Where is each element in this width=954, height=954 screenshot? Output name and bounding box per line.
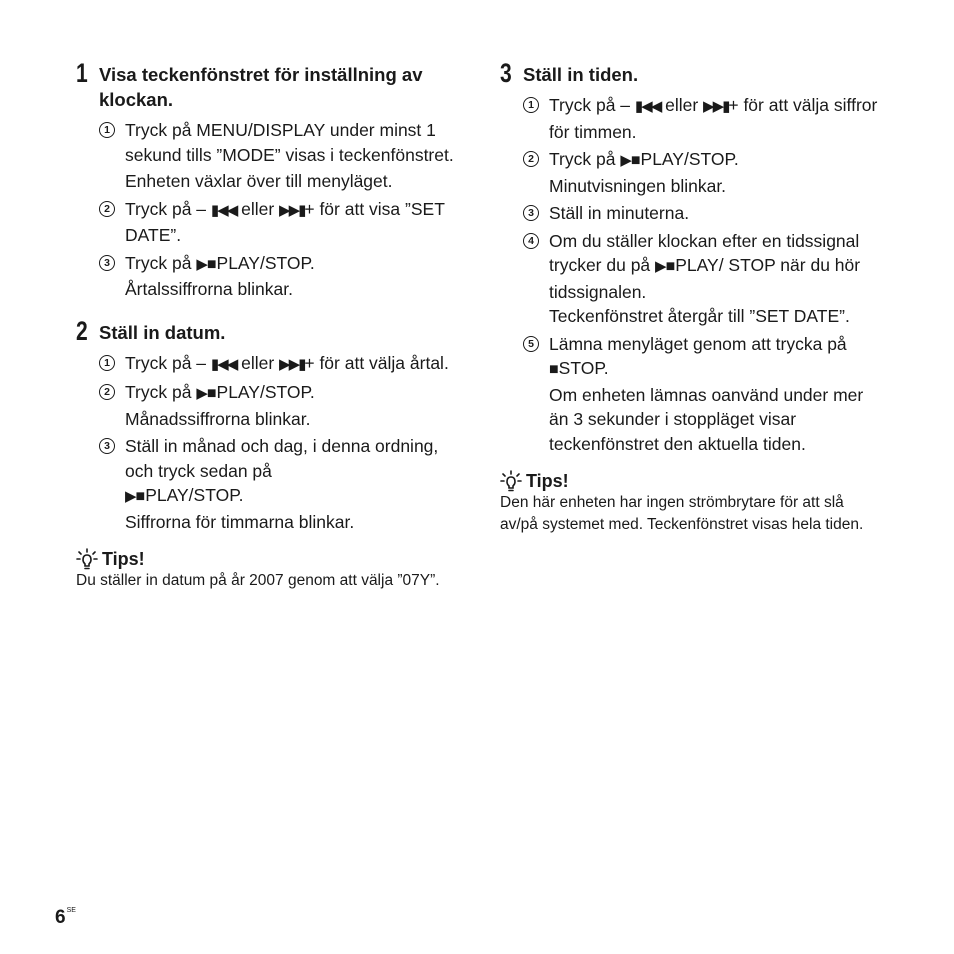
tips-text: Den här enheten har ingen strömbrytare för att slå av/på systemet med. Teckenfönstret visas hela tiden. xyxy=(500,494,864,533)
step-2 xyxy=(76,315,456,535)
tips-text: Du ställer in datum på år 2007 genom att välja ”07Y”. xyxy=(76,572,440,589)
sub-step-note: Teckenfönstret återgår till ”SET DATE”. xyxy=(549,306,850,326)
left-column xyxy=(76,58,456,592)
sub-step-text: PLAY/ STOP när du hör tidssignalen. xyxy=(549,255,861,302)
sub-step-number: 1 xyxy=(523,97,539,113)
sub-step-number: 5 xyxy=(523,336,539,352)
sub-step-text: Ställ in minuterna. xyxy=(549,203,690,223)
tips-box xyxy=(500,470,880,536)
sub-step-text: Tryck på xyxy=(125,252,197,273)
sub-step-text: eller xyxy=(236,352,280,373)
sub-step xyxy=(523,201,880,226)
prev-track-icon: ▮◀◀ xyxy=(210,201,237,219)
sub-step xyxy=(99,251,456,302)
step-number: 2 xyxy=(76,315,88,346)
sub-step-note: Om enheten lämnas oanvänd under mer än 3 sekunder i stoppläget visar teckenfönstret den aktuella tiden. xyxy=(549,384,864,454)
step-number: 1 xyxy=(76,58,88,88)
play-icon: ▶ xyxy=(196,255,207,273)
sub-step-text: Tryck på – xyxy=(125,198,211,219)
sub-step-text: Ställ in månad och dag, i denna ordning, och tryck sedan på xyxy=(125,436,439,481)
sub-step-text: PLAY/STOP. xyxy=(216,382,315,402)
stop-icon: ■ xyxy=(549,361,559,378)
sub-step-text: Tryck på MENU/DISPLAY under minst 1 sekund tills ”MODE” visas i teckenfönstret. xyxy=(125,120,454,165)
page-language-code: SE xyxy=(66,907,76,914)
sub-step-note: Månadssiffrorna blinkar. xyxy=(125,408,311,429)
sub-step-text: + för att visa ”SET DATE”. xyxy=(125,198,445,245)
page-number-value: 6 xyxy=(55,907,66,928)
prev-track-icon: ▮◀◀ xyxy=(210,355,237,373)
sub-step-text: + för att välja årtal. xyxy=(304,352,449,373)
sub-step-text: Tryck på – xyxy=(125,352,211,373)
step-number: 3 xyxy=(500,58,512,88)
tip-bulb-icon xyxy=(500,470,522,492)
sub-step-number: 2 xyxy=(99,201,115,217)
sub-step xyxy=(523,147,880,198)
step-1 xyxy=(76,58,456,302)
step-3 xyxy=(500,58,880,456)
sub-step-text: + för att välja siffror för timmen. xyxy=(549,95,878,142)
play-icon: ▶ xyxy=(620,152,631,169)
sub-step-note: Enheten växlar över till menyläget. xyxy=(125,171,393,191)
step-title: Visa teckenfönstret för inställning av klockan. xyxy=(99,64,423,110)
tips-heading xyxy=(76,548,456,570)
next-track-icon: ▶▶▮ xyxy=(703,98,729,115)
right-column xyxy=(500,58,880,536)
sub-step xyxy=(99,434,456,534)
stop-icon: ■ xyxy=(135,488,146,505)
tip-bulb-icon xyxy=(76,548,98,570)
play-icon: ▶ xyxy=(196,385,207,402)
sub-step-number: 1 xyxy=(99,122,115,138)
sub-step-text: Tryck på xyxy=(549,149,621,169)
tips-box xyxy=(76,548,456,592)
sub-step xyxy=(523,93,880,144)
sub-step-number: 2 xyxy=(99,384,115,400)
sub-step-text: PLAY/STOP. xyxy=(145,485,244,505)
sub-step-text: PLAY/STOP. xyxy=(216,252,315,273)
step-title: Ställ in datum. xyxy=(99,321,226,343)
tips-label: Tips! xyxy=(526,471,569,491)
sub-step-number: 2 xyxy=(523,151,539,167)
play-icon: ▶ xyxy=(655,258,666,275)
sub-step xyxy=(99,118,456,194)
sub-step xyxy=(99,351,456,378)
next-track-icon: ▶▶▮ xyxy=(279,201,305,219)
prev-track-icon: ▮◀◀ xyxy=(634,98,661,115)
tips-heading xyxy=(500,470,880,492)
sub-step-text: Tryck på xyxy=(125,382,197,402)
page-number xyxy=(55,907,76,929)
tips-label: Tips! xyxy=(102,549,145,569)
stop-icon: ■ xyxy=(630,152,641,169)
sub-step-number: 3 xyxy=(99,438,115,454)
sub-step xyxy=(99,380,456,431)
sub-step-text: PLAY/STOP. xyxy=(640,149,739,169)
sub-step-text: Lämna menyläget genom att trycka på xyxy=(549,333,847,354)
play-icon: ▶ xyxy=(125,488,136,505)
sub-step-text: STOP. xyxy=(558,358,609,378)
sub-step-note: Minutvisningen blinkar. xyxy=(549,175,727,196)
sub-step-number: 1 xyxy=(99,355,115,371)
sub-step-text: Tryck på – xyxy=(549,95,635,115)
sub-step-note: Årtalssiffrorna blinkar. xyxy=(125,279,293,299)
stop-icon: ■ xyxy=(665,258,676,275)
sub-step xyxy=(523,332,880,457)
sub-step-text: eller xyxy=(660,95,704,115)
sub-step xyxy=(523,229,880,329)
sub-step-note: Siffrorna för timmarna blinkar. xyxy=(125,511,355,532)
sub-step-number: 3 xyxy=(523,205,539,221)
sub-step-number: 4 xyxy=(523,233,539,249)
step-title: Ställ in tiden. xyxy=(523,64,639,85)
stop-icon: ■ xyxy=(206,255,217,273)
sub-step xyxy=(99,197,456,248)
stop-icon: ■ xyxy=(206,385,217,402)
next-track-icon: ▶▶▮ xyxy=(279,355,305,373)
sub-step-number: 3 xyxy=(99,255,115,271)
sub-step-text: eller xyxy=(236,198,280,219)
sub-step-text: Om du ställer klockan efter en tidssignal trycker du på xyxy=(549,230,860,275)
